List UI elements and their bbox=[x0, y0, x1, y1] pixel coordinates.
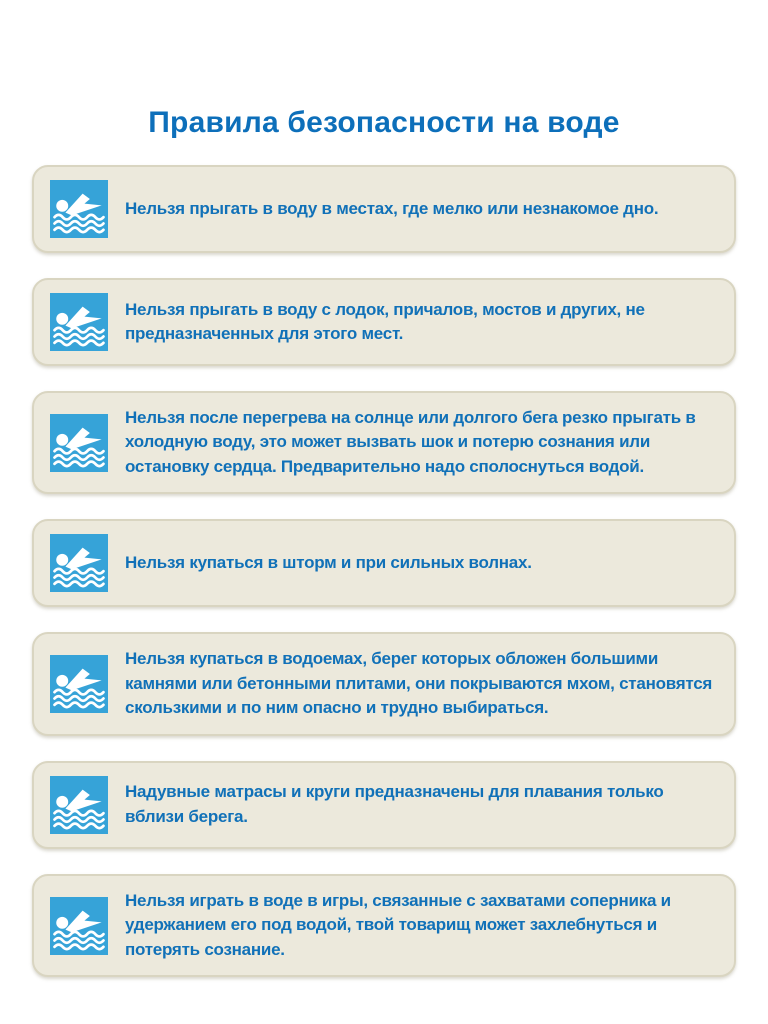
swimmer-icon bbox=[50, 180, 108, 238]
page-title: Правила безопасности на воде bbox=[148, 106, 620, 139]
rule-text: Нельзя купаться в водоемах, берег которых обложен большими камнями или бетонными плитами, они покрываются мхом, становятся скользкими и по ним опасно и трудно выбираться. bbox=[125, 649, 713, 718]
rule-text: Нельзя прыгать в воду с лодок, причалов, мостов и других, не предназначенных для этого мест. bbox=[125, 299, 645, 343]
rule-text: Нельзя купаться в шторм и при сильных волнах. bbox=[125, 553, 532, 573]
rule-text: Нельзя после перегрева на солнце или долгого бега резко прыгать в холодную воду, это может вызвать шок и потерю сознания или остановку сердца. Предварительно надо сполоснуться водой. bbox=[125, 408, 696, 476]
rule-card bbox=[32, 632, 736, 735]
swimmer-icon bbox=[50, 414, 108, 472]
rule-text: Надувные матрасы и круги предназначены для плавания только вблизи берега. bbox=[125, 782, 664, 826]
rules-list bbox=[32, 165, 736, 977]
swimmer-icon bbox=[50, 655, 108, 713]
rule-card bbox=[32, 761, 736, 849]
rule-card bbox=[32, 391, 736, 494]
rule-card bbox=[32, 519, 736, 607]
rule-card bbox=[32, 874, 736, 977]
rule-text: Нельзя прыгать в воду в местах, где мелко или незнакомое дно. bbox=[125, 198, 659, 218]
swimmer-icon bbox=[50, 534, 108, 592]
swimmer-icon bbox=[50, 776, 108, 834]
rule-card bbox=[32, 165, 736, 253]
rule-text: Нельзя играть в воде в игры, связанные с захватами соперника и удержанием его под водой, твой товарищ может захлебнуться и потерять сознание. bbox=[125, 890, 671, 959]
swimmer-icon bbox=[50, 293, 108, 351]
rule-card bbox=[32, 278, 736, 366]
swimmer-icon bbox=[50, 897, 108, 955]
